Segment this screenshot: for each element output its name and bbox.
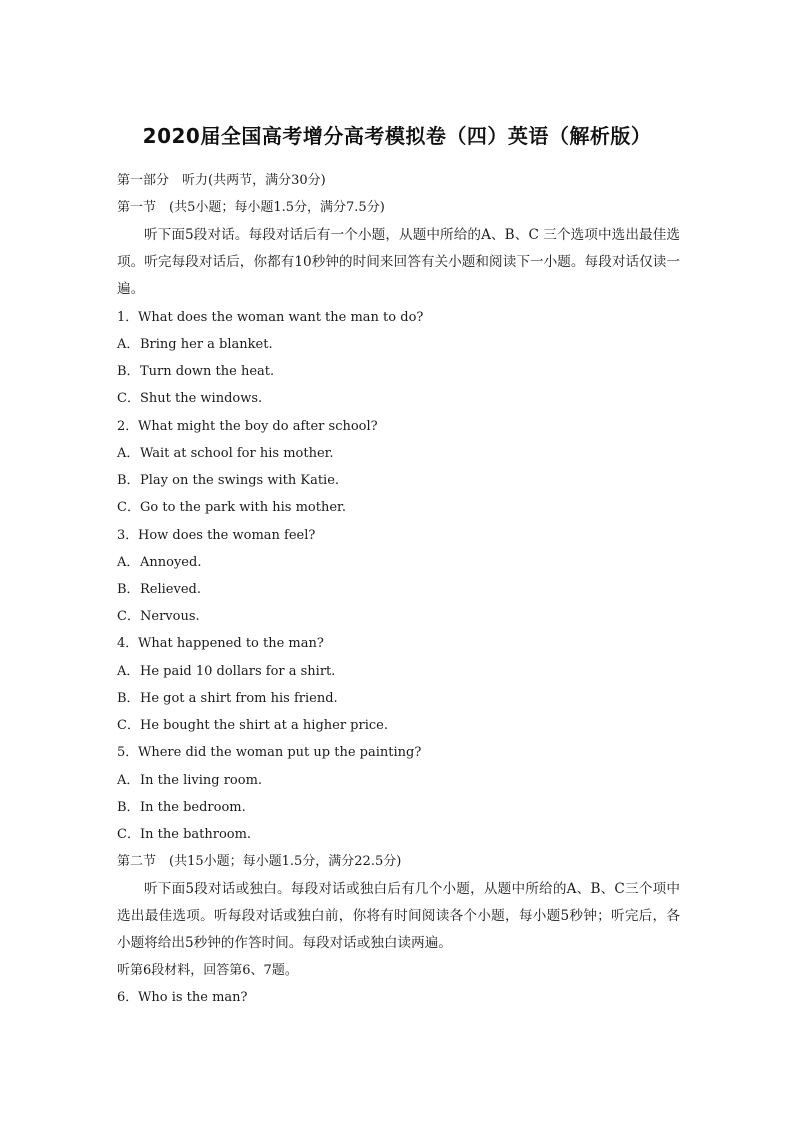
option-5a xyxy=(117,772,262,790)
question-number: 5． xyxy=(117,745,139,760)
question-6 xyxy=(117,989,248,1007)
question-text: What might the boy do after school? xyxy=(138,419,378,434)
option-letter: A． xyxy=(117,337,140,352)
option-letter: C． xyxy=(117,609,140,624)
option-letter: A． xyxy=(117,773,140,788)
question-2 xyxy=(117,418,378,436)
option-1c xyxy=(117,390,262,408)
option-letter: A． xyxy=(117,555,140,570)
option-text: He got a shirt from his friend. xyxy=(140,691,338,706)
question-text: Who is the man? xyxy=(138,990,248,1005)
question-1 xyxy=(117,309,423,327)
section1-instructions: 听下面5段对话。每段对话后有一个小题，从题中所给的A、B、C 三个选项中选出最佳选项。听完每段对话后，你都有10秒钟的时间来回答有关小题和阅读下一小题。每段对话仅读一遍。 xyxy=(117,227,680,297)
section1-heading: 第一节 (共5小题；每小题1.5分，满分7.5分) xyxy=(117,200,385,215)
option-letter: A． xyxy=(117,446,140,461)
option-text: Go to the park with his mother. xyxy=(140,500,346,515)
option-letter: C． xyxy=(117,500,140,515)
question-text: Where did the woman put up the painting? xyxy=(138,745,422,760)
question-text: How does the woman feel? xyxy=(138,528,316,543)
option-3a xyxy=(117,554,201,572)
option-letter: B． xyxy=(117,582,140,597)
option-text: Wait at school for his mother. xyxy=(140,446,334,461)
option-text: He paid 10 dollars for a shirt. xyxy=(140,664,336,679)
option-text: Annoyed. xyxy=(140,555,202,570)
option-3c xyxy=(117,608,200,626)
option-letter: C． xyxy=(117,391,140,406)
option-text: In the living room. xyxy=(140,773,263,788)
option-text: Shut the windows. xyxy=(140,391,263,406)
question-number: 1． xyxy=(117,310,139,325)
option-letter: B． xyxy=(117,473,140,488)
question-number: 4． xyxy=(117,636,139,651)
part1-heading: 第一部分 听力(共两节，满分30分) xyxy=(117,173,326,188)
option-text: In the bathroom. xyxy=(140,827,252,842)
option-letter: A． xyxy=(117,664,140,679)
option-1b xyxy=(117,363,274,381)
option-5c xyxy=(117,826,251,844)
option-letter: C． xyxy=(117,718,140,733)
document-title: 2020届全国高考增分高考模拟卷（四）英语（解析版） xyxy=(142,124,652,148)
option-text: Turn down the heat. xyxy=(140,364,275,379)
option-text: He bought the shirt at a higher price. xyxy=(140,718,388,733)
question-text: What happened to the man? xyxy=(138,636,324,651)
option-text: Bring her a blanket. xyxy=(140,337,273,352)
option-letter: B． xyxy=(117,800,140,815)
section2-heading: 第二节 (共15小题；每小题1.5分，满分22.5分) xyxy=(117,854,402,869)
option-4c xyxy=(117,717,388,735)
question-number: 3． xyxy=(117,528,139,543)
option-1a xyxy=(117,336,273,354)
option-text: Play on the swings with Katie. xyxy=(140,473,340,488)
question-4 xyxy=(117,635,324,653)
option-4b xyxy=(117,690,338,708)
question-text: What does the woman want the man to do? xyxy=(138,310,424,325)
option-2c xyxy=(117,499,346,517)
question-3 xyxy=(117,527,315,545)
section2-instructions: 听下面5段对话或独白。每段对话或独白后有几个小题，从题中所给的A、B、C三个项中选出最佳选项。听每段对话或独白前，你将有时间阅读各个小题，每小题5秒钟；听完后，各小题将给出5秒钟的作答时间。每段对话或独白读两遍。 xyxy=(117,881,680,951)
option-letter: B． xyxy=(117,364,140,379)
question-5 xyxy=(117,744,421,762)
option-text: In the bedroom. xyxy=(140,800,246,815)
question-number: 2． xyxy=(117,419,139,434)
option-letter: B． xyxy=(117,691,140,706)
option-4a xyxy=(117,663,335,681)
option-letter: C． xyxy=(117,827,140,842)
option-text: Nervous. xyxy=(140,609,200,624)
option-3b xyxy=(117,581,201,599)
option-text: Relieved. xyxy=(140,582,201,597)
option-2b xyxy=(117,472,339,490)
option-2a xyxy=(117,445,334,463)
material-note: 听第6段材料，回答第6、7题。 xyxy=(117,963,298,978)
question-number: 6． xyxy=(117,990,139,1005)
option-5b xyxy=(117,799,246,817)
